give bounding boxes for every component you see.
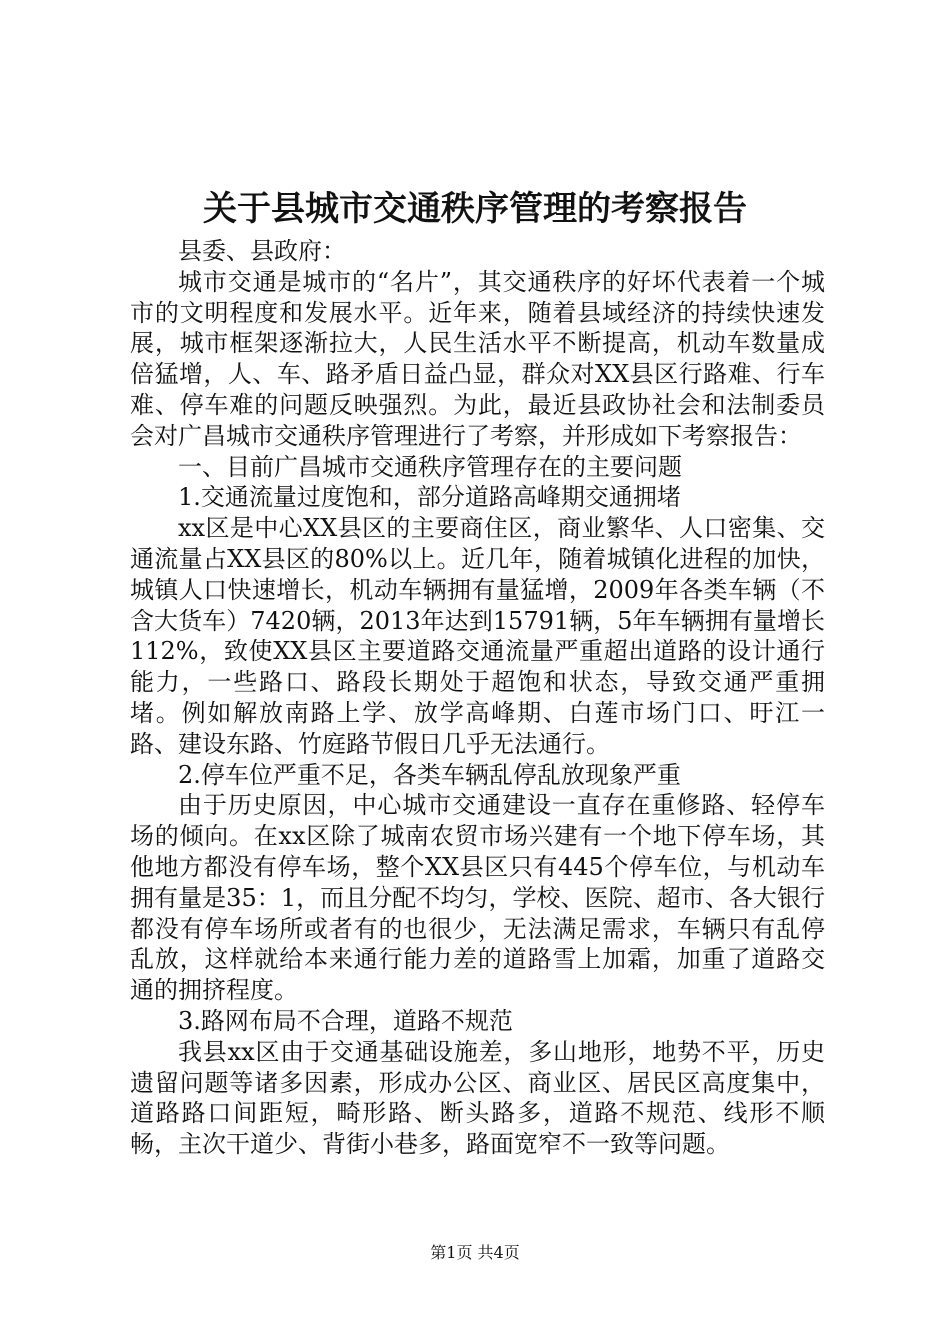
paragraph-2: 由于历史原因，中心城市交通建设一直存在重修路、轻停车场的倾向。在xx区除了城南农贸市场兴建有一个地下停车场，其他地方都没有停车场，整个XX县区只有445个停车位，与机动车拥有量是35：1，而且分配不均匀，学校、医院、超市、各大银行都没有停车场所或者有的也很少，无法满足需求，车辆只有乱停乱放，这样就给本来通行能力差的道路雪上加霜，加重了道路交通的拥挤程度。 <box>130 791 825 1005</box>
paragraph-3: 我县xx区由于交通基础设施差，多山地形，地势不平，历史遗留问题等诸多因素，形成办公区、商业区、居民区高度集中，道路路口间距短，畸形路、断头路多，道路不规范、线形不顺畅，主次干道少、背街小巷多，路面宽窄不一致等问题。 <box>130 1037 825 1159</box>
page-number-footer: 第1页 共4页 <box>430 1243 520 1262</box>
document-body <box>130 236 825 1160</box>
salutation: 县委、县政府： <box>178 237 346 265</box>
subheading-3: 3.路网布局不合理，道路不规范 <box>178 1006 513 1035</box>
paragraph-1: xx区是中心XX县区的主要商住区，商业繁华、人口密集、交通流量占XX县区的80%以上。近几年，随着城镇化进程的加快，城镇人口快速增长，机动车辆拥有量猛增，2009年各类车辆（不含大货车）7420辆，2013年达到15791辆，5年车辆拥有量增长112%，致使XX县区主要道路交通流量严重超出道路的设计通行能力，一些路口、路段长期处于超饱和状态，导致交通严重拥堵。例如解放南路上学、放学高峰期、白莲市场门口、旴江一路、建设东路、竹庭路节假日几乎无法通行。 <box>130 514 825 758</box>
document-title: 关于县城市交通秩序管理的考察报告 <box>203 189 747 229</box>
section-heading: 一、目前广昌城市交通秩序管理存在的主要问题 <box>178 452 682 481</box>
paragraph-intro: 城市交通是城市的“名片”，其交通秩序的好坏代表着一个城市的文明程度和发展水平。近年来，随着县域经济的持续快速发展，城市框架逐渐拉大，人民生活水平不断提高，机动车数量成倍猛增，人、车、路矛盾日益凸显，群众对XX县区行路难、行车难、停车难的问题反映强烈。为此，最近县政协社会和法制委员会对广昌城市交通秩序管理进行了考察，并形成如下考察报告： <box>130 267 825 450</box>
subheading-2: 2.停车位严重不足，各类车辆乱停乱放现象严重 <box>178 760 681 789</box>
subheading-1: 1.交通流量过度饱和，部分道路高峰期交通拥堵 <box>178 483 681 512</box>
